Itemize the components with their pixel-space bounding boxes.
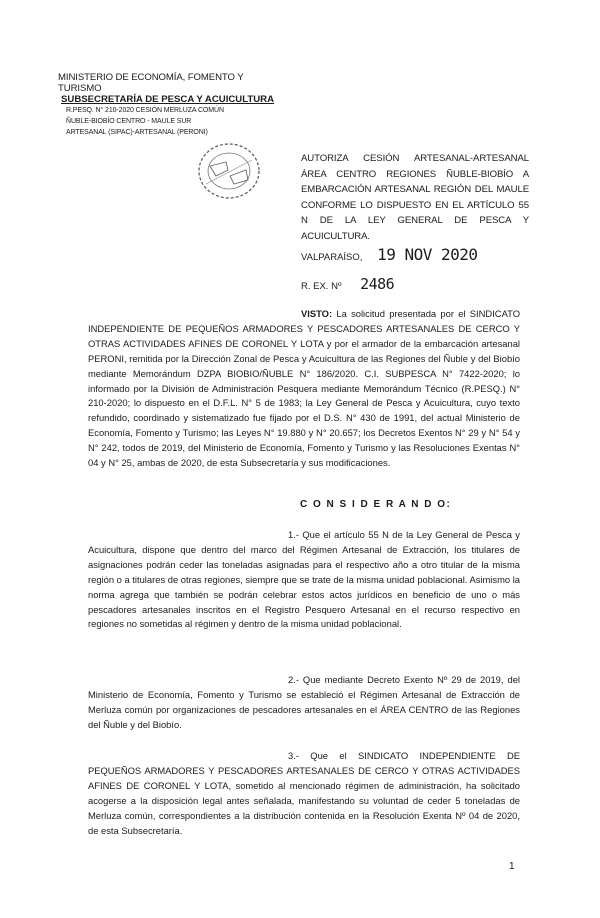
- reference-line-3: ARTESANAL (SIPAC)-ARTESANAL (PERONI): [66, 129, 208, 136]
- reference-line-2: ÑUBLE-BIOBÍO CENTRO - MAULE SUR: [66, 118, 192, 125]
- resolution-label: R. EX. Nº: [301, 281, 342, 292]
- reference-line-1: R.PESQ. N° 210-2020 CESIÓN MERLUZA COMÚN: [66, 107, 224, 114]
- visto-label: VISTO:: [301, 308, 333, 319]
- visto-paragraph: [88, 307, 520, 471]
- resolution-number: 2486: [360, 275, 395, 293]
- subsecretaria-name: SUBSECRETARÍA DE PESCA Y ACUICULTURA: [61, 94, 275, 105]
- considerando-heading: C O N S I D E R A N D O:: [300, 499, 452, 510]
- dateline: [301, 245, 478, 264]
- page-number: 1: [509, 861, 515, 872]
- considerando-item: 2.- Que mediante Decreto Exento Nº 29 de 2019, del Ministerio de Economía, Fomento y Turismo se estableció el Régimen Artesanal de Extracción de Merluza común por organizaciones de pescadores artesanales en el ÁREA CENTRO de las Regiones del Ñuble y del Biobío.: [88, 674, 520, 730]
- ministry-name: MINISTERIO DE ECONOMÍA, FOMENTO Y TURISMO: [58, 72, 244, 94]
- letterhead: [58, 72, 288, 138]
- date-stamp: 19 NOV 2020: [377, 245, 478, 264]
- visto-text: La solicitud presentada por el SINDICATO INDEPENDIENTE DE PEQUEÑOS ARMADORES Y PESCADORES ARTESANALES DE CERCO Y OTRAS ACTIVIDADES AFINES DE CORONEL Y LOTA y por el armador de la embarcación artesanal PERONI, remitida por la Dirección Zonal de Pesca y Acuicultura de las Regiones del Ñuble y del Biobío mediante Memorándum DZPA BIOBIO/ÑUBLE N° 186/2020. C.I. SUBPESCA N° 7422-2020; lo informado por la División de Administración Pesquera mediante Memorándum Técnico (R.PESQ.) N° 210-2020; lo dispuesto en el D.F.L. N° 5 de 1983; la Ley General de Pesca y Acuicultura, cuyo texto refundido, coordinado y sistematizado fue fijado por el D.S. N° 430 de 1991, del actual Ministerio de Economía, Fomento y Turismo; las Leyes N° 19.880 y N° 20.657; los Decretos Exentos N° 29 y N° 54 y N° 242, todos de 2019, del Ministerio de Economía, Fomento y Turismo y las Resoluciones Exentas N° 04 y N° 25, ambas de 2020, de esta Subsecretaría y sus modificaciones.: [88, 308, 520, 469]
- resolution-title: AUTORIZA CESIÓN ARTESANAL-ARTESANAL ÁREA CENTRO REGIONES ÑUBLE-BIOBÍO A EMBARCACIÓN ARTESANAL REGIÓN DEL MAULE CONFORME LO DISPUESTO EN EL ARTÍCULO 55 N DE LA LEY GENERAL DE PESCA Y ACUICULTURA.: [301, 153, 529, 242]
- place: VALPARAÍSO,: [301, 252, 363, 263]
- resolution-number-line: [301, 275, 394, 293]
- considerando-item: 3.- Que el SINDICATO INDEPENDIENTE DE PEQUEÑOS ARMADORES Y PESCADORES ARTESANALES DE CERCO Y OTRAS ACTIVIDADES AFINES DE CORONEL Y LOTA, sometido al mencionado régimen de administración, ha solicitado acogerse a la disposición legal antes señalada, manifestando su voluntad de ceder 5 toneladas de Merluza común, correspondientes a la distribución contenida en la Resolución Exenta Nº 04 de 2020, de esta Subsecretaría.: [88, 750, 520, 836]
- official-stamp: [196, 140, 262, 202]
- considerando-item: 1.- Que el artículo 55 N de la Ley General de Pesca y Acuicultura, dispone que dentro del marco del Régimen Artesanal de Extracción, los titulares de asignaciones podrán ceder las toneladas asignadas para el respectivo año a otro titular de la misma región o a titulares de otras regiones, siempre que se trate de la misma unidad poblacional. Asimismo la norma agrega que también se podrán celebrar estos actos jurídicos en beneficio de uno o más pescadores artesanales inscritos en el Registro Pesquero Artesanal en el recurso respectivo en regiones no sometidas al régimen y dentro de la misma unidad poblacional.: [88, 529, 520, 630]
